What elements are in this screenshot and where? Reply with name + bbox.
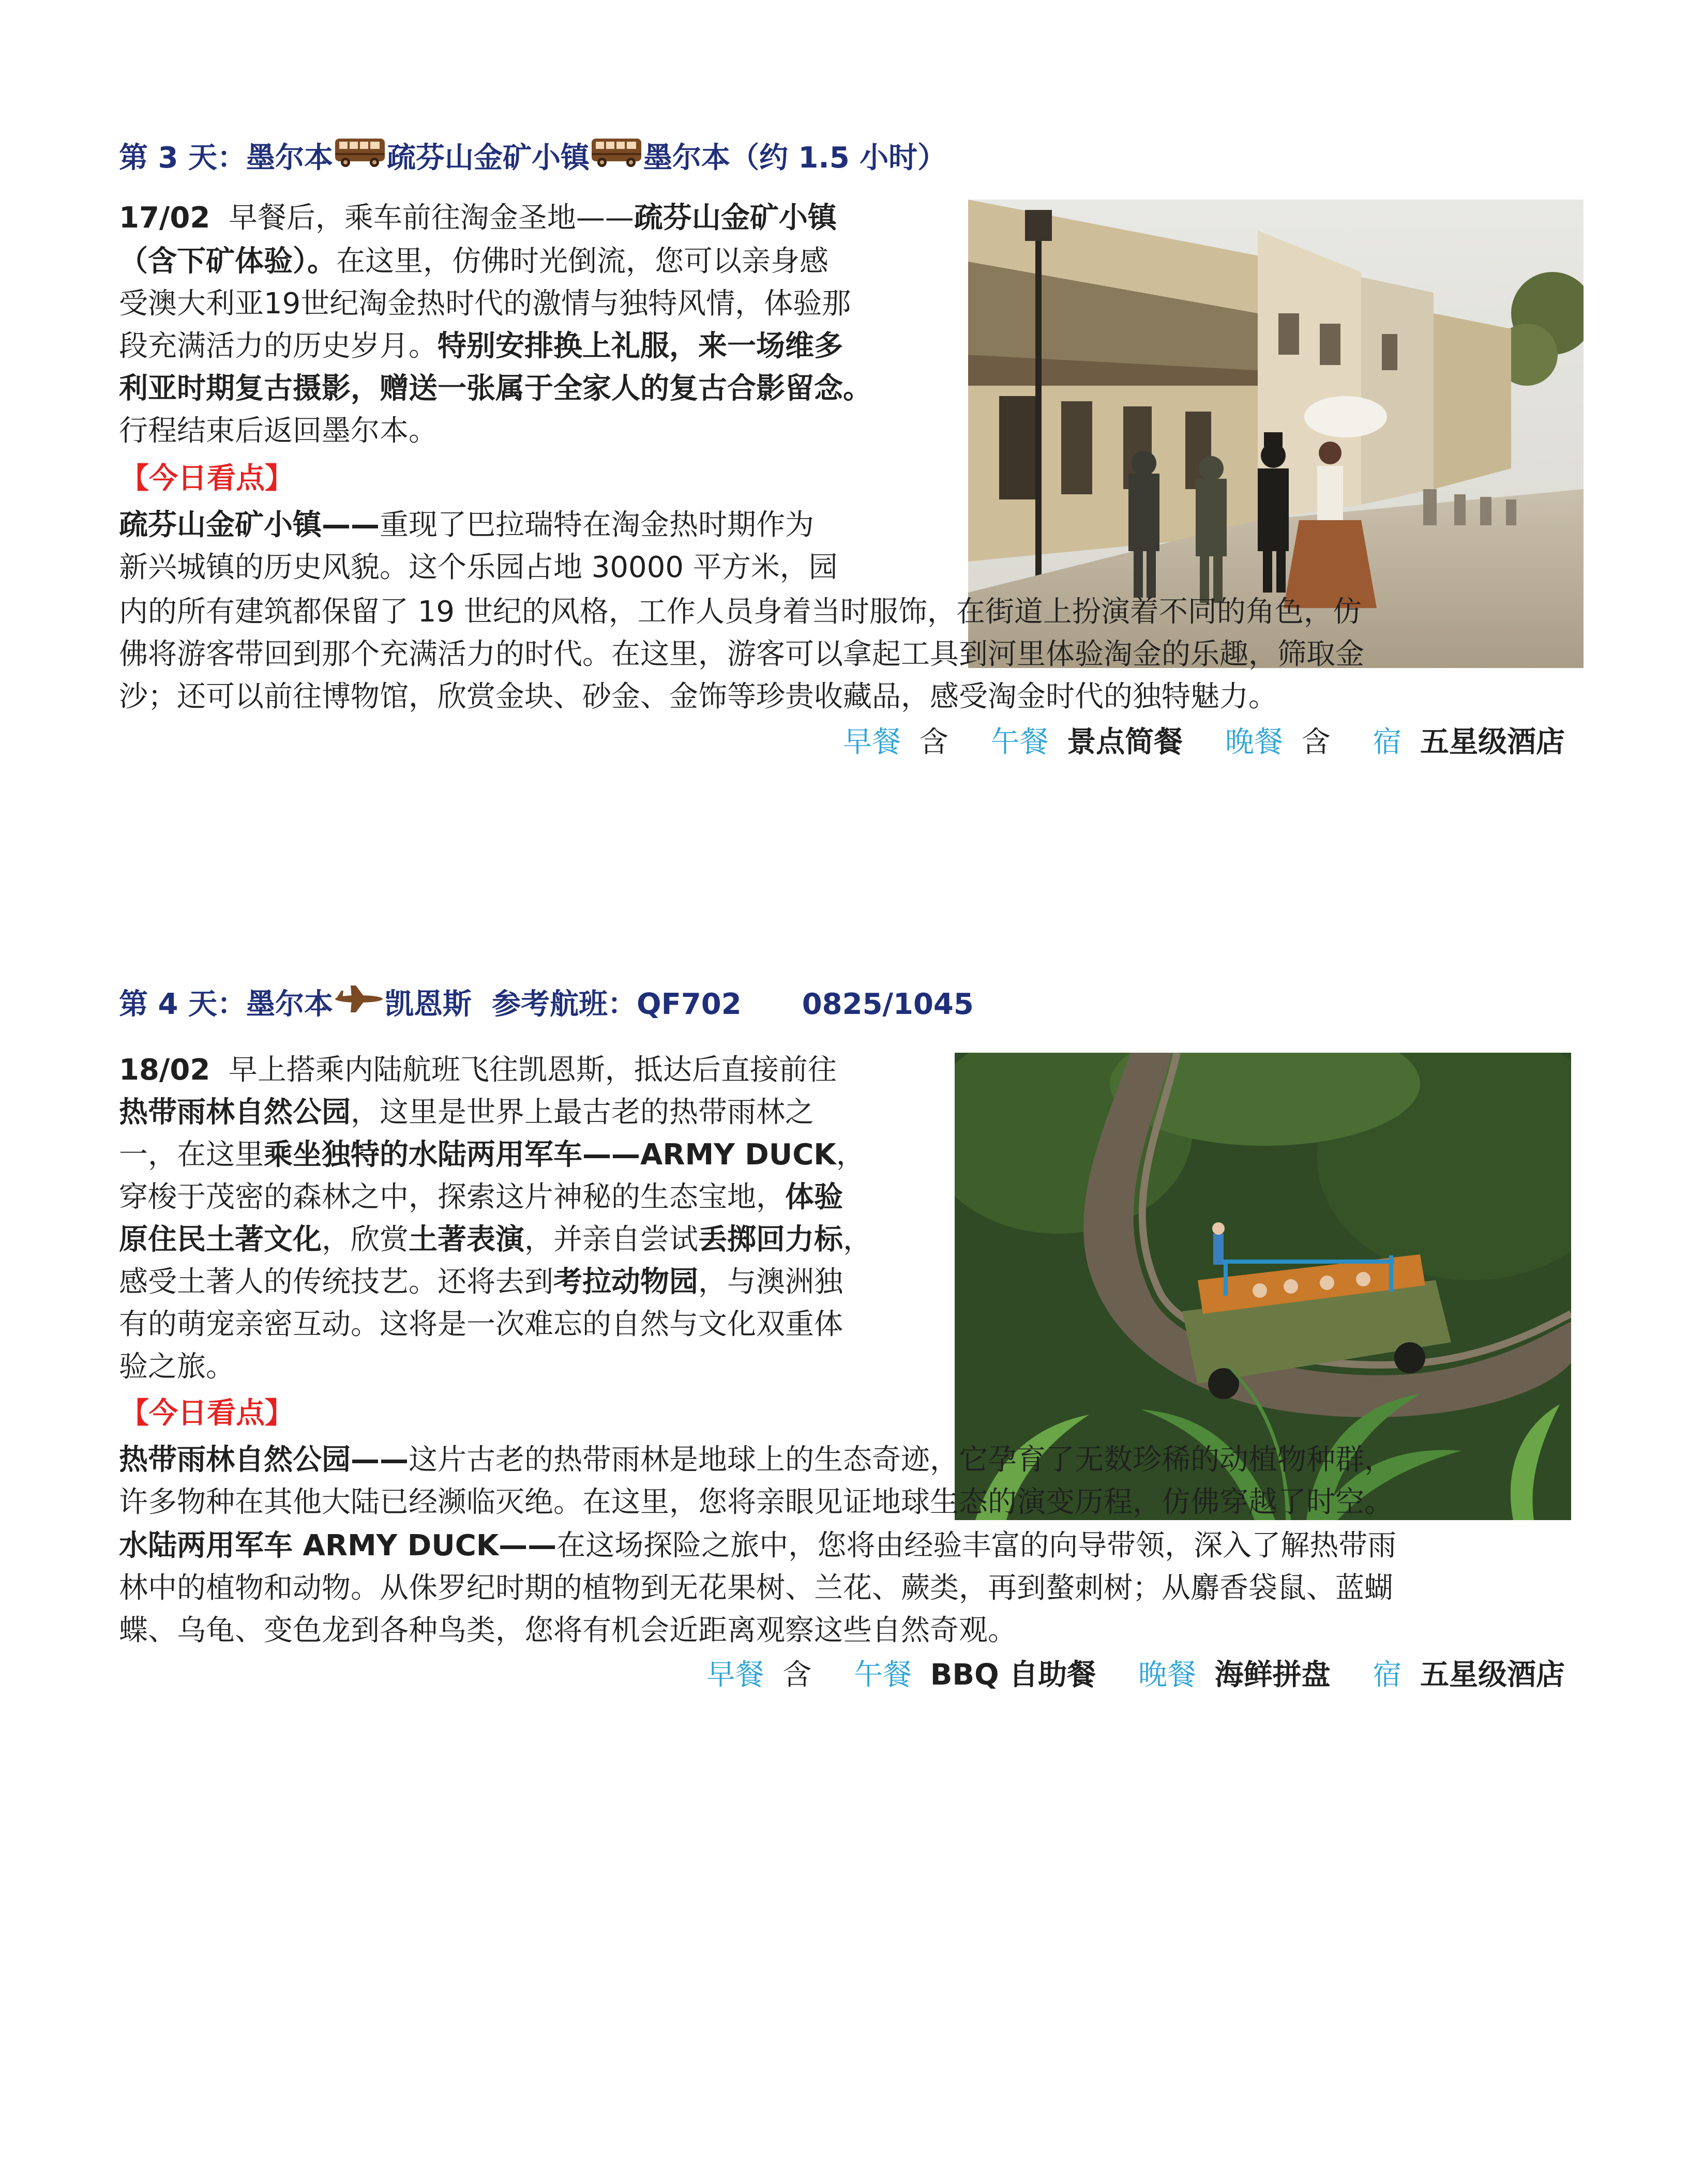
day4-text: 在这场探险之旅中，您将由经验丰富的向导带领，深入了解热带雨 <box>556 1529 1397 1563</box>
day3-hl-line-3 <box>119 592 1362 633</box>
day3-title <box>119 135 946 181</box>
day4-text: ， <box>836 1138 865 1172</box>
day3-city-melbourne: 墨尔本 <box>246 141 333 175</box>
day4-hl-title: 水陆两用军车 ARMY DUCK—— <box>119 1529 557 1563</box>
day3-date: 17/02 <box>119 201 210 235</box>
day4-hl-line-5 <box>119 1610 1017 1651</box>
day4-text: 蝶、乌龟、变色龙到各种鸟类，您将有机会近距离观察这些自然奇观。 <box>119 1614 1017 1647</box>
dinner-value: 含 <box>1301 725 1331 759</box>
day3-hl-line-5 <box>119 676 1277 718</box>
day4-text: ，欣赏 <box>322 1223 409 1256</box>
day3-text: 新兴城镇的历史风貌。这个乐园占地 30000 平方米，园 <box>119 551 838 584</box>
hotel-label: 宿 <box>1373 725 1402 759</box>
hotel-label: 宿 <box>1373 1658 1402 1692</box>
day4-aboriginal-culture: 原住民土著文化 <box>119 1223 322 1256</box>
day3-text: 早餐后，乘车前往淘金圣地—— <box>228 201 634 235</box>
day3-line-1 <box>119 198 837 239</box>
day4-text: 穿梭于茂密的森林之中，探索这片神秘的生态宝地， <box>119 1180 785 1214</box>
day4-line-3 <box>119 1134 865 1176</box>
day4-text: 有的萌宠亲密互动。这将是一次难忘的自然与文化双重体 <box>119 1308 843 1341</box>
day4-line-5 <box>119 1219 872 1261</box>
dinner-label: 晚餐 <box>1225 725 1283 759</box>
day4-line-8 <box>119 1346 235 1388</box>
day3-mine-experience: （含下矿体验）。 <box>119 245 336 278</box>
dinner-value: 海鲜拼盘 <box>1214 1658 1331 1692</box>
day3-line-3 <box>119 283 851 325</box>
day3-hl-line-4 <box>119 634 1364 675</box>
day3-line-4 <box>119 326 843 367</box>
hotel-value: 五星级酒店 <box>1420 1658 1565 1692</box>
day4-line-7 <box>119 1304 843 1345</box>
day3-special: 特别安排换上礼服，来一场维多 <box>438 329 843 363</box>
day4-experience: 体验 <box>785 1180 843 1214</box>
day3-day-label: 第 3 天： <box>119 141 246 175</box>
day4-army-duck: 乘坐独特的水陆两用军车——ARMY DUCK <box>264 1138 836 1172</box>
day4-text: ， <box>843 1223 872 1256</box>
day3-city-sovereign-hill: 疏芬山金矿小镇 <box>386 141 590 175</box>
day3-text: 重现了巴拉瑞特在淘金热时期作为 <box>380 508 814 542</box>
day4-text: 验之旅。 <box>119 1350 235 1384</box>
day4-date: 18/02 <box>119 1053 210 1087</box>
breakfast-value: 含 <box>782 1658 812 1692</box>
day4-meals <box>706 1655 1565 1696</box>
lunch-label: 午餐 <box>990 725 1049 759</box>
day3-line-6 <box>119 411 438 452</box>
day4-hl-line-1 <box>119 1439 1393 1481</box>
day4-line-1 <box>119 1050 837 1091</box>
hotel-value: 五星级酒店 <box>1420 725 1565 759</box>
day4-attraction: 热带雨林自然公园 <box>119 1096 351 1129</box>
day3-attraction: 疏芬山金矿小镇 <box>634 201 837 235</box>
day4-day-label: 第 4 天： <box>119 987 246 1021</box>
breakfast-label: 早餐 <box>843 725 901 759</box>
day3-text: 佛将游客带回到那个充满活力的时代。在这里，游客可以拿起工具到河里体验淘金的乐趣，筛取金 <box>119 638 1364 671</box>
day4-text: ，并亲自尝试 <box>524 1223 698 1256</box>
day4-text: ，与澳洲独 <box>698 1265 843 1299</box>
dinner-label: 晚餐 <box>1138 1658 1196 1692</box>
lunch-value: 景点简餐 <box>1067 725 1183 759</box>
lunch-label: 午餐 <box>854 1658 912 1692</box>
day4-city-cairns-flight: 凯恩斯 参考航班：QF702 0825/1045 <box>384 987 974 1021</box>
day3-text: 在这里，仿佛时光倒流，您可以亲身感 <box>336 245 828 278</box>
day4-boomerang: 丢掷回力标 <box>698 1223 843 1256</box>
day4-title <box>119 982 974 1026</box>
day4-koala-zoo: 考拉动物园 <box>553 1265 698 1299</box>
day4-text: 一，在这里 <box>119 1138 264 1172</box>
day3-hl-line-2 <box>119 547 838 588</box>
day3-text: 内的所有建筑都保留了 19 世纪的风格，工作人员身着当时服饰，在街道上扮演着不同的角色，仿 <box>119 595 1362 629</box>
lunch-value: BBQ 自助餐 <box>930 1658 1096 1692</box>
day4-hl-title: 热带雨林自然公园—— <box>119 1443 409 1477</box>
day3-city-return: 墨尔本（约 1.5 小时） <box>643 141 947 175</box>
day3-line-5 <box>119 368 872 410</box>
day3-hl-title: 疏芬山金矿小镇—— <box>119 508 380 542</box>
day4-text: 林中的植物和动物。从侏罗纪时期的植物到无花果树、兰花、蕨类，再到螯刺树；从麝香袋鼠、蓝蝴 <box>119 1571 1393 1605</box>
day4-hl-line-3 <box>119 1525 1396 1567</box>
day3-text: 段充满活力的历史岁月。 <box>119 329 438 363</box>
day4-line-6 <box>119 1262 843 1303</box>
day3-text: 行程结束后返回墨尔本。 <box>119 414 438 448</box>
day4-highlight-label: 【今日看点】 <box>120 1397 294 1430</box>
day4-line-2 <box>119 1092 814 1133</box>
day4-hl-line-4 <box>119 1568 1393 1609</box>
breakfast-value: 含 <box>919 725 948 759</box>
day3-highlight-label: 【今日看点】 <box>120 462 294 495</box>
day4-text: ，这里是世界上最古老的热带雨林之 <box>351 1096 814 1129</box>
day4-hl-line-2 <box>119 1482 1393 1523</box>
day4-text: 许多物种在其他大陆已经濒临灭绝。在这里，您将亲眼见证地球生态的演变历程，仿佛穿越了时空。 <box>119 1485 1393 1519</box>
day3-meals <box>843 722 1565 763</box>
bus-icon <box>333 135 387 181</box>
airplane-icon <box>333 983 385 1026</box>
bus-icon <box>590 135 643 181</box>
day3-text: 受澳大利亚19世纪淘金热时代的激情与独特风情，体验那 <box>119 287 851 321</box>
day4-text: 这片古老的热带雨林是地球上的生态奇迹，它孕育了无数珍稀的动植物种群， <box>409 1443 1393 1477</box>
day4-text: 感受土著人的传统技艺。还将去到 <box>119 1265 553 1299</box>
day4-line-4 <box>119 1177 843 1218</box>
day3-special: 利亚时期复古摄影，赠送一张属于全家人的复古合影留念。 <box>119 372 872 405</box>
breakfast-label: 早餐 <box>706 1658 764 1692</box>
day3-text: 沙；还可以前往博物馆，欣赏金块、砂金、金饰等珍贵收藏品，感受淘金时代的独特魅力。 <box>119 680 1277 714</box>
day3-hl-line-1 <box>119 505 814 546</box>
day4-city-melbourne: 墨尔本 <box>246 987 333 1021</box>
day3-line-2 <box>119 241 828 282</box>
day4-performance: 土著表演 <box>409 1223 524 1256</box>
day4-text: 早上搭乘内陆航班飞往凯恩斯，抵达后直接前往 <box>228 1053 837 1087</box>
